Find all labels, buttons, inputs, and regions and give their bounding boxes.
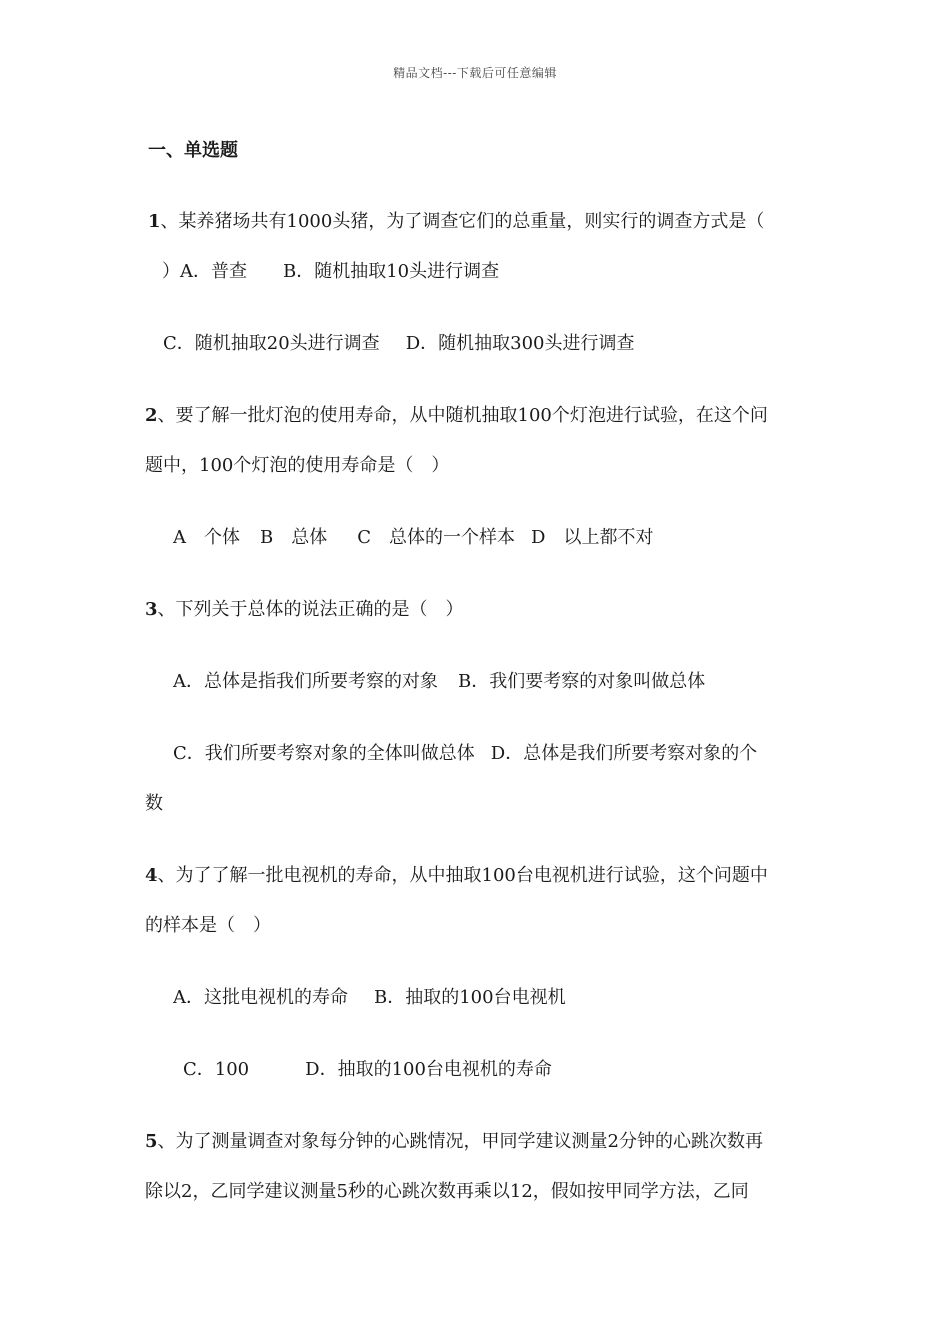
option-b: B．我们要考察的对象叫做总体 — [458, 671, 706, 692]
question-text: 、为了测量调查对象每分钟的心跳情况，甲同学建议测量2分钟的心跳次数再 — [157, 1131, 763, 1152]
option-b: B 总体 — [260, 527, 328, 548]
question-text: 、某养猪场共有1000头猪，为了调查它们的总重量，则实行的调查方式是（ — [160, 211, 765, 232]
option-c: C 总体的一个样本 — [357, 527, 516, 548]
option-b: B．抽取的100台电视机 — [374, 987, 566, 1008]
question-number: 5 — [145, 1131, 158, 1152]
question-number: 3 — [145, 599, 158, 620]
question-text: 、要了解一批灯泡的使用寿命，从中随机抽取100个灯泡进行试验，在这个问 — [157, 405, 768, 426]
question-number: 1 — [148, 211, 161, 232]
question-3-options-cd — [173, 742, 757, 766]
page-header: 精品文档---下载后可任意编辑 — [393, 66, 557, 80]
question-4-line-1 — [145, 864, 768, 888]
question-5-line-1 — [145, 1130, 763, 1154]
question-text: 、为了了解一批电视机的寿命，从中抽取100台电视机进行试验，这个问题中 — [157, 865, 768, 886]
option-c: C．我们所要考察对象的全体叫做总体 — [173, 743, 475, 764]
option-d: D 以上都不对 — [531, 527, 654, 548]
question-4-options-ab — [173, 986, 566, 1010]
question-3-tail: 数 — [145, 793, 163, 814]
option-c: C．100 — [183, 1059, 250, 1080]
option-d: D．抽取的100台电视机的寿命 — [305, 1059, 552, 1080]
question-3-options-ab — [173, 670, 705, 694]
question-number: 2 — [145, 405, 158, 426]
question-5-line-2: 除以2，乙同学建议测量5秒的心跳次数再乘以12，假如按甲同学方法，乙同 — [145, 1181, 749, 1202]
section-title: 一、单选题 — [148, 140, 238, 161]
question-2-line-2: 题中，100个灯泡的使用寿命是（ ） — [145, 455, 450, 476]
option-a: A．总体是指我们所要考察的对象 — [173, 671, 438, 692]
question-2-options — [173, 526, 653, 550]
option-d: D．随机抽取300头进行调查 — [405, 333, 635, 354]
question-4-options-cd — [183, 1058, 552, 1082]
question-number: 4 — [145, 865, 158, 886]
option-a: A 个体 — [173, 527, 240, 548]
option-c: C．随机抽取20头进行调查 — [163, 333, 380, 354]
question-1-options — [163, 332, 634, 356]
question-1-line-2: ）A．普查 B．随机抽取10头进行调查 — [162, 261, 500, 282]
option-a: A．这批电视机的寿命 — [173, 987, 348, 1008]
question-1-line-1 — [148, 210, 764, 234]
question-2-line-1 — [145, 404, 768, 428]
question-4-line-2: 的样本是（ ） — [145, 915, 271, 936]
question-3-line-1 — [145, 598, 464, 622]
question-text: 、下列关于总体的说法正确的是（ ） — [157, 599, 464, 620]
option-d: D．总体是我们所要考察对象的个 — [490, 743, 758, 764]
